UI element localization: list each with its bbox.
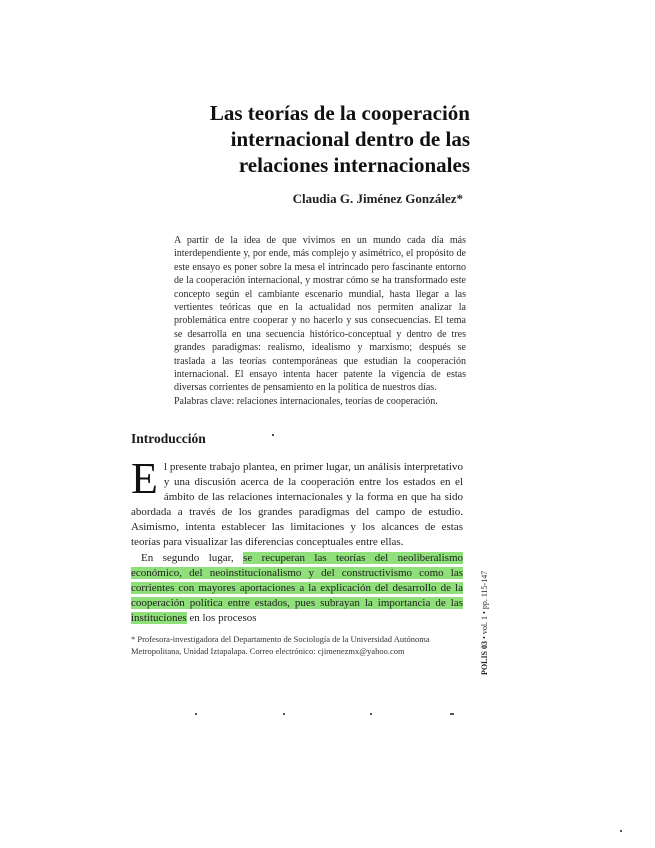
scan-dot [283, 713, 285, 715]
scan-dot [450, 713, 454, 715]
journal-volume: • vol. 1 • pp. 115-147 [480, 570, 489, 641]
paragraph-2-end: en los procesos [186, 611, 257, 624]
scan-dot [195, 713, 197, 715]
scan-dot [620, 830, 622, 832]
title-line: internacional dentro de las [230, 127, 470, 151]
author-name: Claudia G. Jiménez González* [292, 191, 463, 206]
article-title [150, 100, 470, 178]
paragraph-2 [131, 551, 463, 626]
highlighted-text[interactable]: se recuperan las teorías del neoliberalismo económico, del neoinstitucionalismo y del constructivismo como las corrientes con mayores aportaciones a la explicación del desarrollo de la cooperación política entre estados, pues subrayan la importancia de las instituciones [131, 551, 463, 624]
section-heading: Introducción [131, 431, 206, 446]
body-text [131, 454, 463, 626]
paragraph-1-text: l presente trabajo plantea, en primer lugar, un análisis interpretativo y una discusión acerca de la cooperación entre los estados en el ámbito de las relaciones internacionales y la forma en que ha sido abordada a través de los grandes paradigmas del campo de estudio. Asimismo, intenta establecer las limitaciones y los alcances de estas teorías para visualizar las diferencias conceptuales entre ellas. [131, 461, 463, 549]
keywords: Palabras clave: relaciones internacionales, teorías de cooperación. [174, 395, 438, 407]
abstract [174, 234, 466, 408]
abstract-text: A partir de la idea de que vivimos en un mundo cada día más interdependiente y, por ende, más complejo y asimétrico, el propósito de este ensayo es poner sobre la mesa el intrincado pero fascinante entorno de la cooperación internacional, y mostrar cómo se ha transformado este concepto según el cambiante escenario mundial, hasta llegar a las vertientes teóricas que en la actualidad nos permiten analizar la problemática entre cooperar y no hacerlo y sus consecuencias. El tema se desarrolla en una secuencia histórico-conceptual y dentro de tres grandes paradigmas: realismo, idealismo y marxismo; después se traslada a las teorías contemporáneas que estudian la cooperación internacional. El ensayo intenta hacer patente la vigencia de estas diversas corrientes de pensamiento en la política de nuestros días. [174, 235, 466, 394]
title-line: Las teorías de la cooperación [209, 101, 470, 125]
paragraph-1 [131, 454, 463, 551]
scan-dot [370, 713, 372, 715]
journal-name: POLIS 03 [480, 640, 489, 675]
footnote: * Profesora-investigadora del Departamento de Sociología de la Universidad Autónoma Metropolitana, Unidad Iztapalapa. Correo electrónico: cjimenezmx@yahoo.com [131, 634, 430, 656]
scan-dot [272, 434, 274, 436]
title-line: relaciones internacionales [238, 153, 470, 177]
paragraph-2-start: En segundo lugar, [141, 551, 244, 564]
drop-cap: E [131, 454, 158, 503]
journal-sideline [480, 525, 494, 675]
